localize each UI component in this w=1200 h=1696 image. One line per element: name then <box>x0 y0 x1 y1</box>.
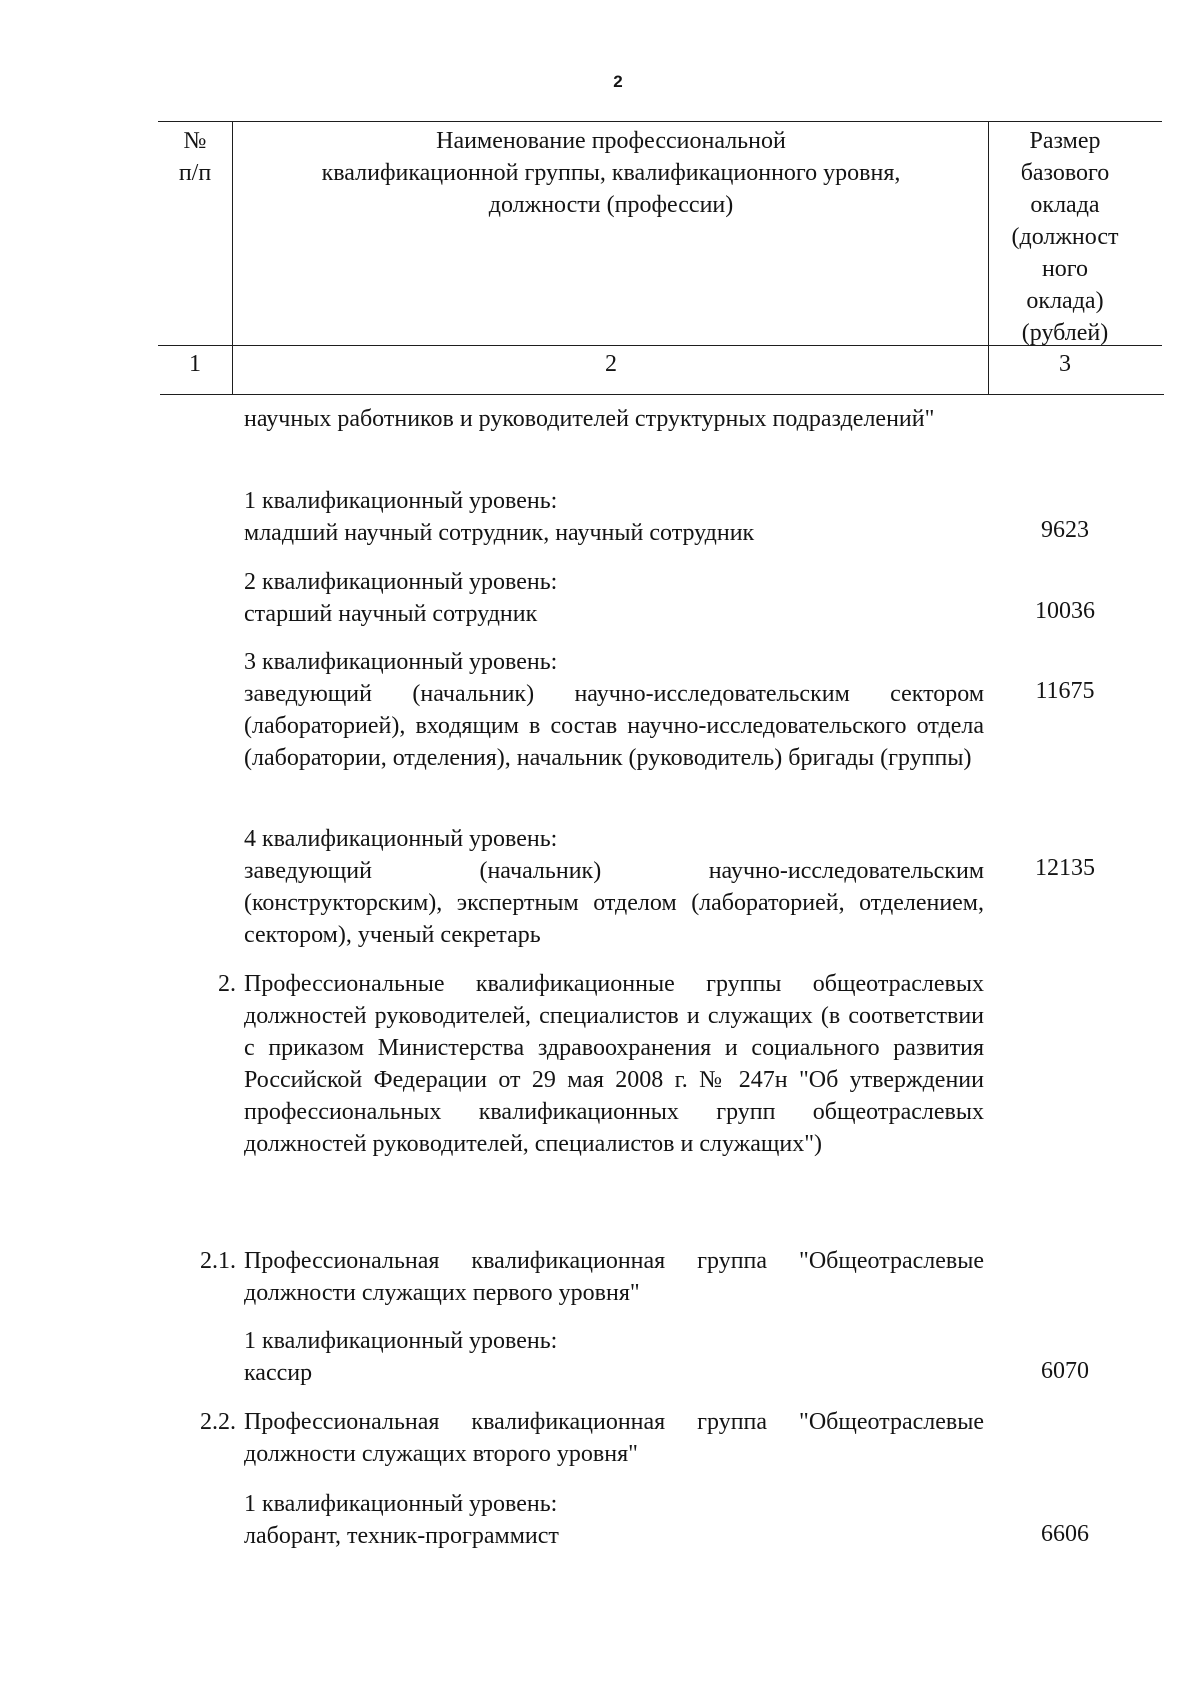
header-divider-right <box>988 121 989 395</box>
row-text: Профессиональная квалификационная группа "Общеотраслевые должности служащих первого уровня" <box>244 1248 984 1306</box>
header-col-salary-line6: оклада) <box>1026 288 1104 314</box>
header-col-salary <box>990 125 1140 349</box>
header-divider-left <box>232 121 233 395</box>
row-number: 2.1. <box>200 1248 236 1274</box>
header-col-salary-line4: (должност <box>1011 224 1119 250</box>
header-num-1: 1 <box>189 351 201 377</box>
row-level-2 <box>244 566 984 630</box>
row-text: старший научный сотрудник <box>244 601 538 627</box>
header-bottom-rule <box>160 394 1164 395</box>
header-col-name-line2: квалификационной группы, квалификационного уровня, <box>321 160 901 186</box>
row-text: заведующий (начальник) научно-исследовательским сектором (лабораторией), входящим в состав научно-исследовательского отдела (лаборатории, отделения), начальник (руководитель) бригады (группы) <box>244 681 984 771</box>
row-text: лаборант, техник-программист <box>244 1523 559 1549</box>
row-text: заведующий (начальник) научно-исследовательским (конструкторским), экспертным отделом (лабораторией, отделением, сектором), ученый секретарь <box>244 858 984 948</box>
row-level-4 <box>244 823 984 951</box>
row-level-label: 1 квалификационный уровень: <box>244 1328 558 1354</box>
row-level-1 <box>244 485 984 549</box>
row-level-3 <box>244 646 984 774</box>
header-col-name-line3: должности (профессии) <box>488 192 734 218</box>
row-value: 6070 <box>1041 1358 1089 1384</box>
header-col-salary-line5: ного <box>1041 256 1089 282</box>
header-num-2: 2 <box>605 351 617 377</box>
header-col-salary-line3: оклада <box>1030 192 1100 218</box>
header-col-salary-line7: (рублей) <box>1021 320 1109 346</box>
row-level-2-1-1 <box>244 1325 984 1389</box>
row-text: научных работников и руководителей структурных подразделений" <box>244 406 935 432</box>
header-col-salary-line1: Размер <box>1029 128 1101 154</box>
row-group-2-2 <box>244 1406 984 1470</box>
header-col-number-line1: № <box>183 128 207 154</box>
row-value: 9623 <box>1041 517 1089 543</box>
row-value: 10036 <box>1035 598 1095 624</box>
header-col-salary-line2: базового <box>1020 160 1110 186</box>
header-col-name <box>234 125 988 221</box>
page-number: 2 <box>613 72 623 91</box>
row-text: младший научный сотрудник, научный сотрудник <box>244 520 755 546</box>
row-number: 2. <box>218 971 236 997</box>
row-level-label: 1 квалификационный уровень: <box>244 488 558 514</box>
row-level-label: 3 квалификационный уровень: <box>244 649 558 675</box>
row-level-label: 4 квалификационный уровень: <box>244 826 558 852</box>
row-level-2-2-1 <box>244 1488 984 1552</box>
row-text: Профессиональная квалификационная группа "Общеотраслевые должности служащих второго уровня" <box>244 1409 984 1467</box>
header-num-3: 3 <box>1059 351 1071 377</box>
row-value: 11675 <box>1035 678 1095 704</box>
header-top-rule <box>158 121 1162 122</box>
row-continuation-text <box>244 403 984 435</box>
header-col-name-line1: Наименование профессиональной <box>436 128 786 154</box>
row-number: 2.2. <box>200 1409 236 1435</box>
row-text: кассир <box>244 1360 313 1386</box>
header-col-number-line2: п/п <box>178 160 212 186</box>
row-value: 12135 <box>1035 855 1095 881</box>
row-level-label: 1 квалификационный уровень: <box>244 1491 558 1517</box>
row-group-2-1 <box>244 1245 984 1309</box>
row-value: 6606 <box>1041 1521 1089 1547</box>
header-col-number <box>158 125 232 189</box>
row-text: Профессиональные квалификационные группы общеотраслевых должностей руководителей, специалистов и служащих (в соответствии с приказом Министерства здравоохранения и социального развития Российской Федерации от 29 мая 2008 г. № 247н "Об утверждении профессиональных квалификационных групп общеотраслевых должностей руководителей, специалистов и служащих") <box>244 971 984 1157</box>
row-group-2 <box>244 968 984 1160</box>
row-level-label: 2 квалификационный уровень: <box>244 569 558 595</box>
